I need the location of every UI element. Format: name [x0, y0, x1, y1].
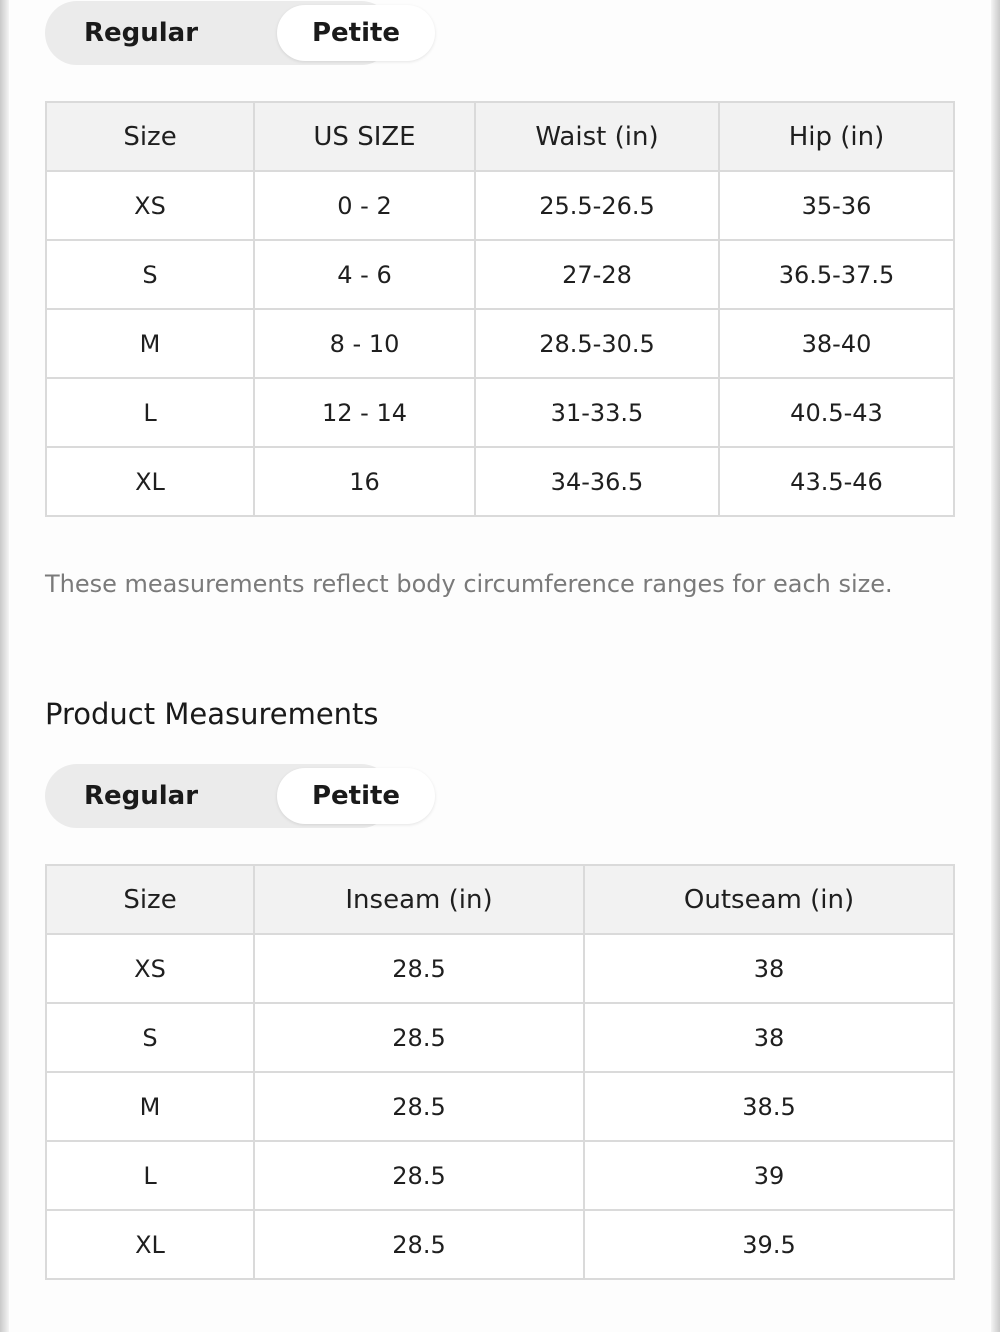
inseam-cell: 28.5: [254, 1003, 584, 1072]
us-size-cell: 16: [254, 447, 475, 516]
outseam-cell: 39: [584, 1141, 954, 1210]
column-header-hip: Hip (in): [719, 102, 954, 171]
right-edge-shadow: [991, 0, 1000, 1332]
table-row: [46, 934, 954, 1003]
outseam-cell: 38.5: [584, 1072, 954, 1141]
size-cell: S: [46, 1003, 254, 1072]
us-size-cell: 4 - 6: [254, 240, 475, 309]
inseam-cell: 28.5: [254, 1072, 584, 1141]
hip-cell: 36.5-37.5: [719, 240, 954, 309]
petite-fit-button[interactable]: Petite: [277, 5, 435, 61]
waist-cell: 34-36.5: [475, 447, 719, 516]
table-row: [46, 1210, 954, 1279]
size-cell: XS: [46, 934, 254, 1003]
us-size-cell: 12 - 14: [254, 378, 475, 447]
outseam-cell: 38: [584, 1003, 954, 1072]
fit-toggle-body: [45, 1, 401, 65]
outseam-cell: 39.5: [584, 1210, 954, 1279]
table-row: [46, 309, 954, 378]
hip-cell: 38-40: [719, 309, 954, 378]
regular-fit-button[interactable]: Regular: [83, 18, 199, 48]
column-header-waist: Waist (in): [475, 102, 719, 171]
product-measurements-heading: Product Measurements: [45, 697, 379, 731]
fit-toggle-product: [45, 764, 401, 828]
table-header-row: [46, 102, 954, 171]
waist-cell: 28.5-30.5: [475, 309, 719, 378]
product-size-table: [45, 864, 955, 1280]
inseam-cell: 28.5: [254, 1141, 584, 1210]
table-header-row: [46, 865, 954, 934]
table-row: [46, 378, 954, 447]
waist-cell: 27-28: [475, 240, 719, 309]
hip-cell: 35-36: [719, 171, 954, 240]
hip-cell: 43.5-46: [719, 447, 954, 516]
body-size-table: [45, 101, 955, 517]
table-row: [46, 240, 954, 309]
table-row: [46, 171, 954, 240]
column-header-size: Size: [46, 865, 254, 934]
column-header-inseam: Inseam (in): [254, 865, 584, 934]
measurement-note: These measurements reflect body circumference ranges for each size.: [45, 570, 893, 598]
waist-cell: 31-33.5: [475, 378, 719, 447]
column-header-us-size: US SIZE: [254, 102, 475, 171]
table-row: [46, 1003, 954, 1072]
inseam-cell: 28.5: [254, 934, 584, 1003]
table-row: [46, 1072, 954, 1141]
size-cell: XS: [46, 171, 254, 240]
us-size-cell: 8 - 10: [254, 309, 475, 378]
size-cell: XL: [46, 447, 254, 516]
left-edge-shadow: [0, 0, 9, 1332]
size-cell: L: [46, 1141, 254, 1210]
column-header-outseam: Outseam (in): [584, 865, 954, 934]
size-cell: M: [46, 1072, 254, 1141]
size-cell: L: [46, 378, 254, 447]
hip-cell: 40.5-43: [719, 378, 954, 447]
us-size-cell: 0 - 2: [254, 171, 475, 240]
inseam-cell: 28.5: [254, 1210, 584, 1279]
outseam-cell: 38: [584, 934, 954, 1003]
size-cell: S: [46, 240, 254, 309]
size-cell: M: [46, 309, 254, 378]
table-row: [46, 1141, 954, 1210]
column-header-size: Size: [46, 102, 254, 171]
table-row: [46, 447, 954, 516]
size-cell: XL: [46, 1210, 254, 1279]
petite-fit-button[interactable]: Petite: [277, 768, 435, 824]
waist-cell: 25.5-26.5: [475, 171, 719, 240]
regular-fit-button[interactable]: Regular: [83, 781, 199, 811]
